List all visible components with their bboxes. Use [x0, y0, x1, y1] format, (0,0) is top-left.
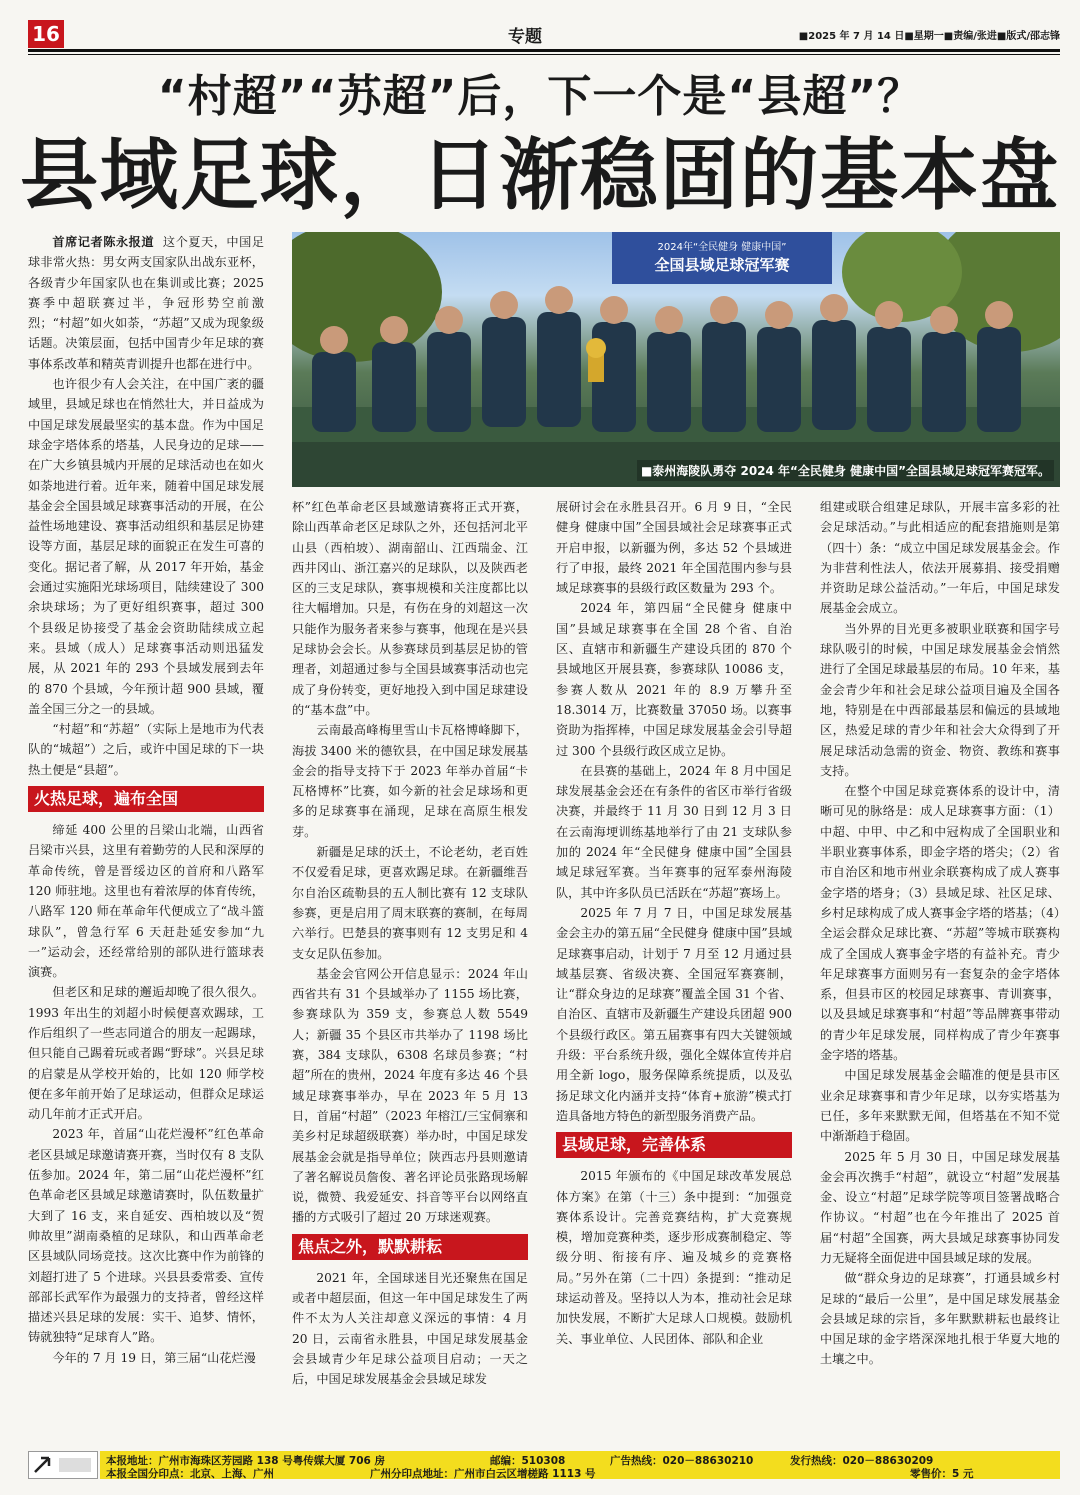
- subheading: 县域足球，完善体系: [556, 1132, 792, 1158]
- article-paragraph: 中国足球发展基金会瞄准的便是县市区业余足球赛事和青少年足球，以夯实塔基为已任，多年来默默无闻，但塔基在不知不觉中渐渐趋于稳固。: [820, 1068, 1060, 1144]
- footer-postcode: 邮编：510308: [490, 1455, 566, 1467]
- footer-print-sites: 本报全国分印点：北京、上海、广州: [106, 1468, 274, 1480]
- article-paragraph: 在县赛的基础上，2024 年 8 月中国足球发展基金会还在有条件的省区市举行省级决赛，并最终于 11 月 30 日到 12 月 3 日在云南海埂训练基地举行了由 21 支球队参加的 2024 年“全民健身 健康中国”全国县域足球冠军赛。当年赛事的冠军泰州海陵队，其中许多队员已活跃在“苏超”赛场上。: [556, 763, 792, 900]
- team-photo-illustration: [292, 232, 1060, 487]
- subheading: 火热足球，遍布全国: [28, 786, 264, 812]
- header-rule: [28, 49, 1060, 52]
- article-paragraph: 在整个中国足球竞赛体系的设计中，清晰可见的脉络是：成人足球赛事方面：（1）中超、中甲、中乙和中冠构成了全国职业和半职业赛事体系，即金字塔的塔尖；（2）省市自治区和地市州业余联赛构成了成人赛事金字塔的塔身；（3）县域足球、社区足球、乡村足球构成了成人赛事金字塔的塔基；（4）全运会群众足球比赛、“苏超”等城市联赛构成了全国成人赛事金字塔的有益补充。青少年足球赛事方面则另有一套复杂的金字塔体系，但县市区的校园足球赛事、青训赛事，以及县域足球赛事和“村超”等品牌赛事带动的青少年足球发展，同样构成了青少年赛事金字塔的塔基。: [820, 784, 1060, 1063]
- arrow-logo-icon: [29, 1452, 97, 1478]
- article-paragraph: 2023 年，首届“山花烂漫杯”红色革命老区县域足球邀请赛开赛，当时仅有 8 支队伍参加。2024 年，第二届“山花烂漫杯”红色革命老区县域足球邀请赛时，队伍数量扩大到了 16 支，来自延安、西柏坡以及“贺帅故里”湖南桑植的足球队，和山西革命老区县域队同场竞技。这次比赛中作为前锋的刘超打进了 5 个进球。兴县县委常委、宣传部部长武军作为最强力的支持者，曾经这样描述兴县足球的发展：实干、追梦、情怀，铸就独特“足球育人”路。: [28, 1127, 264, 1345]
- article-paragraph: “村超”和“苏超”（实际上是地市为代表队的“城超”）之后，或许中国足球的下一块热土便是“县超”。: [28, 722, 264, 777]
- article-paragraph: 云南最高峰梅里雪山卡瓦格博峰脚下，海拔 3400 米的德钦县，在中国足球发展基金会的指导支持下于 2023 年举办首届“卡瓦格博杯”比赛，如今新的社会足球场和更多的足球赛事在涌现，足球在高原生根发芽。: [292, 723, 528, 839]
- article-column-3: [556, 497, 792, 1442]
- article-paragraph: 今年的 7 月 19 日，第三届“山花烂漫: [52, 1350, 256, 1365]
- byline: 首席记者陈永报道: [52, 235, 155, 249]
- article-paragraph: 当外界的目光更多被职业联赛和国字号球队吸引的时候，中国足球发展基金会悄然进行了全国足球最基层的布局。10 年来，基金会青少年和社会足球公益项目遍及全国各地，特别是在中西部最基层和偏远的县域地区，热爱足球的青少年和社会大众得到了开展足球活动急需的资金、物资、教练和赛事支持。: [820, 621, 1060, 778]
- date-info: ■2025 年 7 月 14 日■星期一■责编/张进■版式/邵志锋: [798, 31, 1060, 42]
- footer-guangzhou-print: 广州分印点地址：广州市白云区增槎路 1113 号: [370, 1468, 596, 1480]
- page-footer: [100, 1451, 1060, 1479]
- article-column-4: [820, 497, 1060, 1442]
- article-paragraph: 做“群众身边的足球赛”，打通县域乡村足球的“最后一公里”，是中国足球发展基金会县域足球的宗旨，多年默默耕耘也最终让中国足球的金字塔深深地扎根于华夏大地的土壤之中。: [820, 1271, 1060, 1367]
- page-number: 16: [28, 20, 64, 48]
- photo-caption: ■泰州海陵队勇夺 2024 年“全民健身 健康中国”全国县域足球冠军赛冠军。: [637, 460, 1054, 481]
- footer-address: 本报地址：广州市海珠区芳园路 138 号粤传媒大厦 706 房: [106, 1455, 385, 1467]
- banner-line1: 2024年“全民健身 健康中国”: [657, 242, 787, 253]
- team-photo: [292, 232, 1060, 487]
- article-paragraph: 基金会官网公开信息显示：2024 年山西省共有 31 个县域举办了 1155 场比赛，参赛球队为 359 支，参赛总人数 5549 人；新疆 35 个县区市共举办了 1198 场比赛，384 支球队，6308 名球员参赛；“村超”所在的贵州，2024 年度有多达 46 个县域足球赛事举办，早在 2023 年 5 月 13 日，首届“村超”（2023 年榕江/三宝侗寨和美乡村足球超级联赛）举办时，中国足球发展基金会就是指导单位；陕西志丹县则邀请了著名解说员詹俊、著名评论员张路现场解说，微赞、我爱延安、抖音等平台以网络直播的方式吸引了超过 20 万球迷观赛。: [292, 966, 528, 1225]
- subheading: 焦点之外，默默耕耘: [292, 1234, 528, 1260]
- article-paragraph: 首席记者陈永报道 这个夏天，中国足球非常火热：男女两支国家队出战东亚杯，各级青少年国家队也在集训或比赛；2025 赛季中超联赛过半，争冠形势空前激烈；“村超”如火如荼，“苏超”又成为现象级话题。决策层面，包括中国青少年足球的赛事体系改革和精英青训提升也都在进行中。: [28, 235, 264, 371]
- footer-ad-hotline: 广告热线：020－88630210: [610, 1455, 754, 1467]
- article-paragraph: 2025 年 5 月 30 日，中国足球发展基金会再次携手“村超”，就设立“村超”发展基金、设立“村超”足球学院等项目签署战略合作协议。“村超”也在今年推出了 2025 首届“村超”全国赛，两大县域足球赛事协同发力无疑将全面促进中国县域足球的发展。: [820, 1149, 1060, 1265]
- article-paragraph: 也许很少有人会关注，在中国广袤的疆域里，县域足球也在悄然壮大，并日益成为中国足球发展最坚实的基本盘。作为中国足球金字塔体系的塔基，人民身边的足球——在广大乡镇县城内开展的足球活动也在如火如荼地进行着。近年来，随着中国足球发展基金会全国县域足球赛事活动的开展，在公益性场地建设、赛事活动组织和基层足协建设等方面，基层足球的面貌正在发生可喜的变化。据记者了解，从 2017 年开始，基金会通过实施阳光球场项目，陆续建设了 300 余块球场；为了更好组织赛事，超过 300 个县级足协接受了基金会资助陆续成立起来。县域（成人）足球赛事活动则迅猛发展，从 2021 年的 293 个县域发展到去年的 870 个县域，今年预计超 900 县域，覆盖全国三分之一的县域。: [28, 377, 264, 716]
- article-paragraph: 2021 年，全国球迷目光还聚焦在国足或者中超层面，但这一年中国足球发生了两件不太为人关注却意义深远的事情：4 月 20 日，云南省永胜县，中国足球发展基金会县域青少年足球公益项目启动；一天之后，中国足球发展基金会县域足球发: [292, 1270, 528, 1387]
- page-header: [28, 20, 1060, 48]
- article-paragraph: 杯”红色革命老区县域邀请赛将正式开赛，除山西革命老区足球队之外，还包括河北平山县（西柏坡）、湖南韶山、江西瑞金、江西井冈山、浙江嘉兴的足球队，以及陕西老区的三支足球队，赛事规模和关注度都比以往大幅增加。只是，有伤在身的刘超这一次只能作为服务者来参与赛事，他现在是兴县足球协会会长。从参赛球员到基层足协的管理者，刘超通过参与全国县域赛事活动也完成了身份转变，更好地投入到中国足球建设的“基本盘”中。: [292, 500, 528, 717]
- article-paragraph: 但老区和足球的邂逅却晚了很久很久。1993 年出生的刘超小时候便喜欢踢球，工作后组织了一些志同道合的朋友一起踢球，但只能自己踢着玩或者踢“野球”。兴县足球的启蒙是从学校开始的，比如 120 师学校便在多年前开始了足球运动，但群众足球运动几年前才正式开启。: [28, 985, 264, 1122]
- article-column-2: [292, 497, 528, 1442]
- publisher-logo-icon: [28, 1451, 98, 1479]
- article-column-1: [28, 232, 264, 1442]
- article-paragraph: 展研讨会在永胜县召开。6 月 9 日，“全民健身 健康中国”全国县域社会足球赛事正式开启申报，以新疆为例，多达 52 个县域进行了申报，最终 2021 年全国范围内参与县域足球赛事的县级行政区数量为 293 个。: [556, 500, 792, 596]
- section-name: 专题: [508, 27, 542, 47]
- footer-price: 零售价：5 元: [910, 1468, 974, 1480]
- footer-distribution-hotline: 发行热线：020－88630209: [790, 1455, 934, 1467]
- kicker-title: “村超”“苏超”后，下一个是“县超”？: [157, 71, 923, 122]
- article-paragraph: 2024 年，第四届“全民健身 健康中国”县域足球赛事在全国 28 个省、自治区、直辖市和新疆生产建设兵团的 870 个县域地区开展县赛，参赛球队 10086 支，参赛人数从 2021 年的 8.9 万攀升至 18.3014 万，比赛数量 37050 场。以赛事资助为指挥棒，中国足球发展基金会引导超过 300 个县级行政区成立足协。: [556, 601, 792, 758]
- article-paragraph: 2015 年颁布的《中国足球改革发展总体方案》在第（十三）条中提到：“加强竞赛体系设计。完善竞赛结构，扩大竞赛规模，增加竞赛种类，逐步形成赛制稳定、等级分明、衔接有序、遍及城乡的竞赛格局。”另外在第（二十四）条提到：“推动足球运动普及。坚持以人为本，推动社会足球加快发展，不断扩大足球人口规模。鼓励机关、事业单位、人民团体、部队和企业: [556, 1169, 792, 1346]
- article-paragraph: 新疆是足球的沃土，不论老幼，老百姓不仅爱看足球，更喜欢踢足球。在新疆维吾尔自治区疏勒县的五人制比赛有 12 支球队参赛，更是启用了周末联赛的赛制，在每周六举行。巴楚县的赛事则有 12 支男足和 4 支女足队伍参加。: [292, 845, 528, 961]
- article-paragraph: 2025 年 7 月 7 日，中国足球发展基金会主办的第五届“全民健身 健康中国”县域足球赛事启动，计划于 7 月至 12 月通过县域基层赛、省级决赛、全国冠军赛赛制，让“群众身边的足球赛”覆盖全国 31 个省、自治区、直辖市及新疆生产建设兵团超 900 个县级行政区。第五届赛事有四大关键领域升级：平台系统升级，强化全媒体宣传并启用全新 logo，服务保障系统提质，以及弘扬足球文化内涵并支持“体育+旅游”模式打造具备地方特色的新型服务消费产品。: [556, 905, 792, 1123]
- banner-line2: 全国县域足球冠军赛: [654, 256, 790, 274]
- main-headline: 县域足球，日渐稳固的基本盘: [19, 130, 1060, 221]
- article-paragraph: 缔延 400 公里的吕梁山北端，山西省吕梁市兴县，这里有着勤劳的人民和深厚的革命传统，曾是晋绥边区的首府和八路军 120 师驻地。这里也有着浓厚的体育传统，八路军 120 师在革命年代便成立了“战斗篮球队”，曾急行军 6 天赶赴延安参加“九一”运动会，还经常给别的部队进行篮球表演赛。: [28, 823, 264, 980]
- header-rule-thin: [28, 54, 1060, 55]
- article-paragraph: 组建或联合组建足球队，开展丰富多彩的社会足球活动。”与此相适应的配套措施则是第（四十）条：“成立中国足球发展基金会。作为非营利性法人，依法开展募捐、接受捐赠并资助足球公益活动。”一年后，中国足球发展基金会成立。: [820, 500, 1060, 616]
